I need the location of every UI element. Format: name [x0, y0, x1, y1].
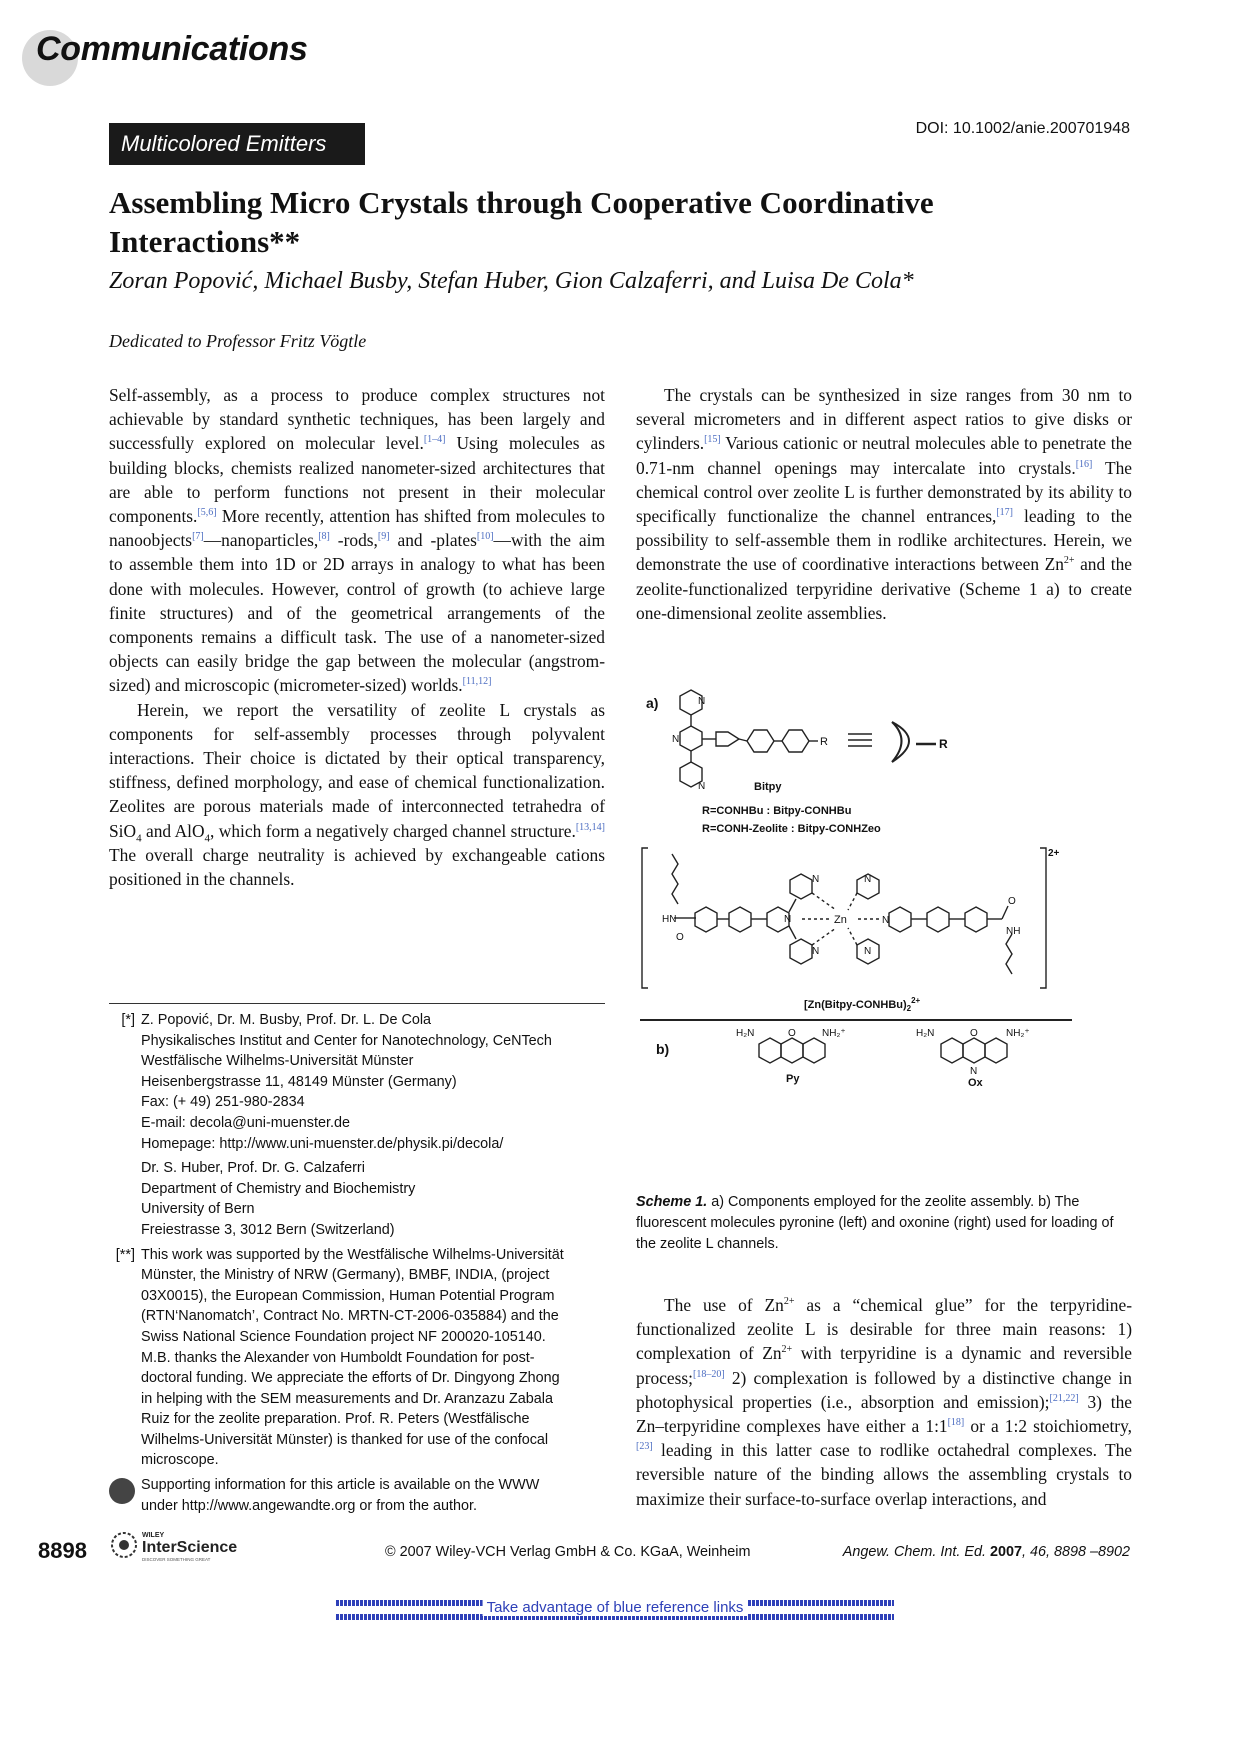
reference-link[interactable]: [9]	[377, 531, 390, 543]
reference-link[interactable]: [15]	[704, 434, 721, 446]
reference-link[interactable]: [8]	[318, 531, 330, 543]
reference-link[interactable]: [18]	[947, 1417, 965, 1429]
complex-name: [$Zn(Bitpy-CONHBu)_2^{2+}$	[804, 996, 921, 1013]
page-number: 8898	[38, 1538, 87, 1563]
supporting-information-note: Supporting information for this article is available on the WWW under http://www.angewandte.org or from the author.	[109, 1475, 609, 1516]
svg-text:O: O	[970, 1028, 978, 1039]
paragraph-2: Herein, we report the versatility of zeolite L crystals as components for self-assembly processes through polyvalent interactions. Their choice is dictated by their optical transparency, stiffness, defined morphology, and ease of chemical functionalization. Zeolites are porous materials made of interconnected tetrahedra of SiO$_4$ and AlO$_4$, which form a negatively charged channel structure.[13,14] The overall charge neutrality is achieved by exchangeable cations positioned in the channels.	[109, 699, 605, 890]
paragraph-3: The crystals can be synthesized in size ranges from 30 nm to several micrometers and in different aspect ratios to give disks or cylinders.[15] Various cationic or neutral molecules able to penetrate the 0.71-nm channel openings may intercalate into crystals.[16] The chemical control over zeolite L is further demonstrated by its ability to specifically functionalize the channel entrances,[17] leading to the possibility to self-assemble them in rodlike architectures. Herein, we demonstrate the use of coordinative interactions between $Zn^{2+}$ and the zeolite-functionalized terpyridine derivative (Scheme 1 a) to create one-dimensional zeolite assemblies.	[636, 385, 1132, 623]
reference-link[interactable]: [21,22]	[1049, 1393, 1079, 1405]
svg-text:NH₂⁺: NH₂⁺	[1006, 1028, 1030, 1039]
bitpy-label: Bitpy	[754, 781, 782, 793]
paragraph-1: Self-assembly, as a process to produce complex structures not achievable by standard synthetic techniques, has been largely and successfully explored on molecular level.[1–4] Using molecules as building blocks, chemists realized nanometer-sized architectures that are able to perform functions not present in their molecular components.[5,6] More recently, attention has shifted from molecules to nanoobjects[7]—nanoparticles,[8] -rods,[9] and -plates[10]—with the aim to assemble them into 1D or 2D arrays in analogy to what has been done with molecules. However, control of growth (to achieve large finite structures) and of the geometrical arrangements of the components remains a difficult task. The use of a nanometer-sized objects can easily bridge the gap between the molecular (angstrom-sized) and microscopic (micrometer-sized) worlds.[11,12]	[109, 385, 606, 696]
scheme-label-b: b)	[656, 1041, 670, 1057]
zinc-atom-label: Zn	[834, 914, 847, 926]
svg-text:N: N	[672, 734, 680, 745]
doi[interactable]: DOI: 10.1002/anie.200701948	[915, 120, 1130, 137]
reference-link[interactable]: [7]	[192, 531, 204, 543]
reference-link[interactable]: [10]	[476, 531, 494, 543]
homepage-link[interactable]: Homepage: http://www.uni-muenster.de/physik.pi/decola/	[141, 1135, 504, 1152]
oxonine-label: Ox	[968, 1077, 983, 1089]
reference-link[interactable]: [13,14]	[575, 821, 605, 833]
supporting-info-link[interactable]: under http://www.angewandte.org or from the author.	[141, 1497, 477, 1514]
svg-text:NH₂⁺: NH₂⁺	[822, 1028, 846, 1039]
email-link[interactable]: E-mail: decola@uni-muenster.de	[141, 1114, 350, 1131]
svg-text:O: O	[676, 932, 684, 943]
reference-link[interactable]: [18–20]	[693, 1368, 725, 1380]
title-line-2: Interactions**	[109, 224, 301, 259]
body-column-left	[109, 383, 605, 891]
author-list: Zoran Popović, Michael Busby, Stefan Huber, Gion Calzaferri, and Luisa De Cola*	[109, 268, 914, 294]
r-definition-1: R=CONHBu : Bitpy-CONHBu	[702, 805, 852, 817]
reference-link[interactable]: [16]	[1075, 458, 1093, 470]
complex-charge: 2+	[1048, 848, 1060, 859]
reference-link[interactable]: [11,12]	[462, 676, 492, 688]
svg-text:N: N	[812, 874, 820, 885]
scheme-label-a: a)	[646, 695, 659, 711]
svg-text:N: N	[864, 874, 872, 885]
svg-text:DISCOVER SOMETHING GREAT: DISCOVER SOMETHING GREAT	[142, 1557, 211, 1562]
section-title: Communications	[36, 30, 308, 68]
svg-text:N: N	[812, 946, 820, 957]
footnote-divider	[109, 1003, 605, 1004]
body-column-right-bottom	[636, 1293, 1132, 1511]
equivalence-symbol	[848, 734, 872, 746]
reference-link[interactable]: [1–4]	[423, 434, 446, 446]
r-definition-2: R=CONH-Zeolite : Bitpy-CONHZeo	[702, 823, 881, 835]
body-column-right-top	[636, 383, 1132, 625]
svg-text:WILEY: WILEY	[142, 1532, 165, 1539]
svg-text:R: R	[820, 736, 828, 748]
blue-reference-links-banner[interactable]	[336, 1600, 894, 1620]
svg-text:N: N	[970, 1066, 978, 1077]
svg-text:N: N	[784, 914, 792, 925]
footnotes	[109, 1010, 609, 1516]
pyronine-structure	[759, 1038, 825, 1063]
svg-text:N: N	[698, 781, 706, 792]
svg-text:N: N	[698, 696, 706, 707]
svg-text:O: O	[1008, 896, 1016, 907]
dedication: Dedicated to Professor Fritz Vögtle	[109, 331, 367, 351]
svg-text:N: N	[882, 915, 890, 926]
svg-text:H₂N: H₂N	[736, 1028, 755, 1039]
svg-text:H₂N: H₂N	[916, 1028, 935, 1039]
svg-text:R: R	[939, 737, 948, 751]
svg-text:N: N	[864, 946, 872, 957]
reference-link[interactable]: [17]	[996, 507, 1013, 519]
reference-link[interactable]: [23]	[636, 1441, 653, 1453]
interscience-logo	[108, 1526, 268, 1566]
article-title	[109, 183, 1129, 261]
svg-text:O: O	[788, 1028, 796, 1039]
computer-icon	[109, 1478, 135, 1504]
blue-links-label[interactable]: Take advantage of blue reference links	[483, 1599, 748, 1616]
category-tag: Multicolored Emitters	[109, 123, 365, 165]
oxonine-structure	[941, 1038, 1007, 1063]
footnote-affiliations: [*] Z. Popović, Dr. M. Busby, Prof. Dr. L. De Cola Physikalisches Institut and Center for Nanotechnology, CeNTech Westfälische Wilhelms-Universität Münster Heisenbergstrasse 11, 48149 Münster (Germany) Fax: (+ 49) 251-980-2834 E-mail: decola@uni-muenster.de Homepage: http://www.uni-muenster.de/physik.pi/decola/ Dr. S. Huber, Prof. Dr. G. Calzaferri Department of Chemistry and Biochemistry University of Bern Freiestrasse 3, 3012 Bern (Switzerland)	[121, 1012, 552, 1238]
scheme-caption: Scheme 1. a) Components employed for the zeolite assembly. b) The fluorescent molecules pyronine (left) and oxonine (right) used for loading of the zeolite L channels.	[636, 1194, 1114, 1252]
footnote-acknowledgements: [**] This work was supported by the Westfälische Wilhelms-Universität Münster, the Ministry of NRW (Germany), BMBF, INDIA, (project 03X0015), the European Commission, Human Potential Program (RTN‘Nanomatch’, Contract No. MRTN-CT-2006-035884) and the Swiss National Science Foundation project NF 200020-105140. M.B. thanks the Alexander von Humboldt Foundation for post- doctoral funding. We appreciate the efforts of Dr. Dingyong Zhong in helping with the SEM measurements and Dr. Aranzazu Zabala Ruiz for the zeolite preparation. Prof. R. Peters (Westfälische Wilhelms-Universität Münster) is thanked for use of the confocal microscope.	[115, 1246, 564, 1469]
scheme-1-figure	[636, 682, 1132, 1090]
svg-text:HN: HN	[662, 914, 677, 925]
pyronine-label: Py	[786, 1073, 800, 1085]
reference-link[interactable]: [5,6]	[197, 507, 217, 519]
paragraph-4: The use of $Zn^{2+}$ as a “chemical glue” for the terpyridine-functionalized zeolite L is desirable for three main reasons: 1) complexation of $Zn^{2+}$ with terpyridine is a dynamic and reversible process;[18–20] 2) complexation is followed by a distinctive change in photophysical properties (i.e., absorption and emission);[21,22] 3) the Zn–terpyridine complexes have either a 1:1[18] or a 1:2 stoichiometry,[23] leading in this latter case to rodlike octahedral complexes. The reversible nature of the binding allows the assembling crystals to maximize their surface-to-surface overlap interactions, and	[636, 1295, 1132, 1509]
svg-text:NH: NH	[1006, 926, 1021, 937]
title-line-1: Assembling Micro Crystals through Cooperative Coordinative	[109, 185, 934, 220]
svg-text:InterScience: InterScience	[142, 1539, 238, 1556]
copyright: © 2007 Wiley-VCH Verlag GmbH & Co. KGaA, Weinheim	[385, 1544, 751, 1560]
journal-citation: Angew. Chem. Int. Ed. 2007, 46, 8898 –8902	[842, 1544, 1130, 1560]
